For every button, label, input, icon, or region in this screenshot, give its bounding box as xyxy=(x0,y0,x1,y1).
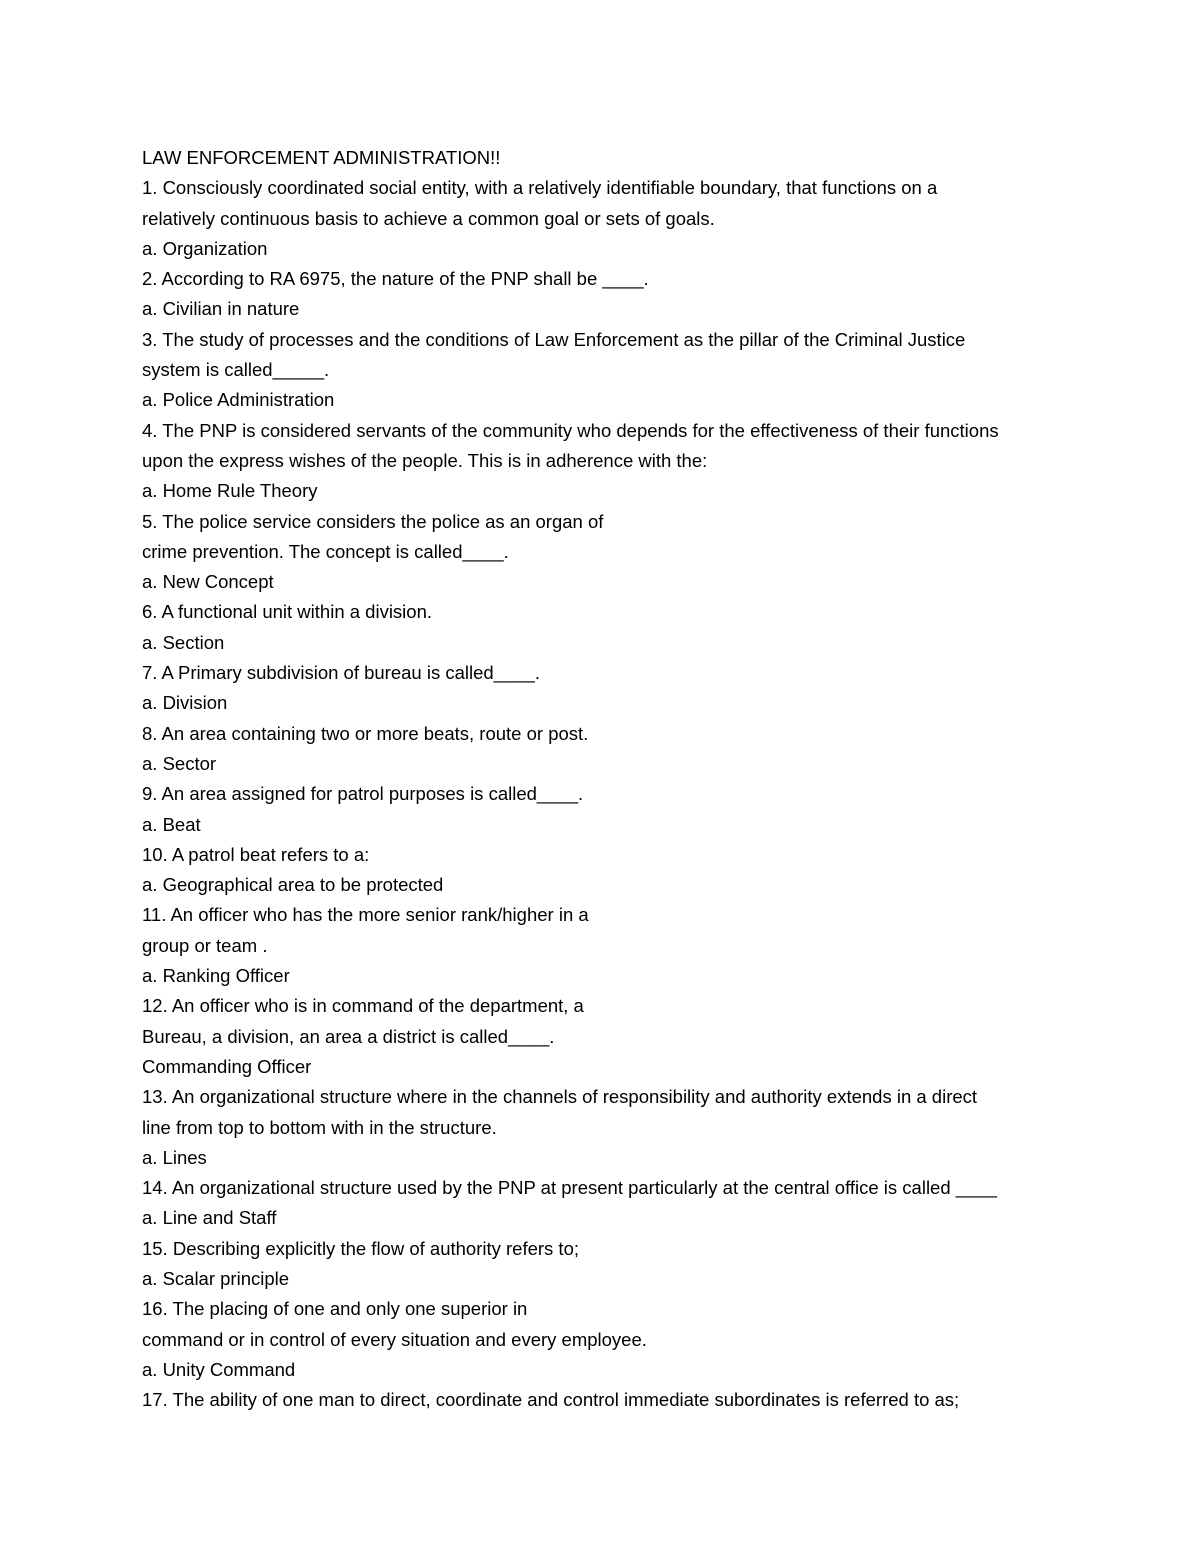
text-line: upon the express wishes of the people. This is in adherence with the: xyxy=(142,449,708,471)
question-line: 3. The study of processes and the conditions of Law Enforcement as the pillar of the Criminal Justice xyxy=(142,328,966,350)
answer-line: a. New Concept xyxy=(142,571,274,593)
question-line: 9. An area assigned for patrol purposes is called____. xyxy=(142,783,584,805)
question-line: 15. Describing explicitly the flow of authority refers to; xyxy=(142,1237,579,1259)
question-line: 14. An organizational structure used by the PNP at present particularly at the central office is called ____ xyxy=(142,1177,997,1199)
question-line: 6. A functional unit within a division. xyxy=(142,601,433,623)
answer-line: a. Section xyxy=(142,631,225,653)
question-line: 7. A Primary subdivision of bureau is called____. xyxy=(142,662,540,684)
answer-line: a. Civilian in nature xyxy=(142,298,300,320)
question-line: 4. The PNP is considered servants of the community who depends for the effectiveness of their functions xyxy=(142,419,999,441)
question-line: 11. An officer who has the more senior rank/higher in a xyxy=(142,904,589,926)
question-line: 12. An officer who is in command of the department, a xyxy=(142,995,584,1017)
text-line: crime prevention. The concept is called____. xyxy=(142,540,509,562)
answer-line: a. Organization xyxy=(142,237,268,259)
document-body xyxy=(142,143,1082,1415)
answer-line: a. Scalar principle xyxy=(142,1267,290,1289)
text-line: line from top to bottom with in the structure. xyxy=(142,1116,497,1138)
answer-line: a. Ranking Officer xyxy=(142,965,290,987)
answer-line: a. Geographical area to be protected xyxy=(142,874,444,896)
text-line: group or team . xyxy=(142,934,268,956)
answer-line: a. Unity Command xyxy=(142,1358,296,1380)
answer-line: Commanding Officer xyxy=(142,1055,312,1077)
answer-line: a. Lines xyxy=(142,1146,207,1168)
answer-line: a. Police Administration xyxy=(142,389,335,411)
text-line: Bureau, a division, an area a district is called____. xyxy=(142,1025,555,1047)
question-line: 10. A patrol beat refers to a: xyxy=(142,843,370,865)
question-line: 2. According to RA 6975, the nature of the PNP shall be ____. xyxy=(142,268,649,290)
answer-line: a. Sector xyxy=(142,752,217,774)
answer-line: a. Division xyxy=(142,692,228,714)
answer-line: a. Line and Staff xyxy=(142,1207,277,1229)
question-line: 8. An area containing two or more beats, route or post. xyxy=(142,722,589,744)
question-line: 13. An organizational structure where in the channels of responsibility and authority extends in a direct xyxy=(142,1086,978,1108)
text-line: relatively continuous basis to achieve a common goal or sets of goals. xyxy=(142,207,715,229)
text-line: command or in control of every situation and every employee. xyxy=(142,1328,647,1350)
text-line: system is called_____. xyxy=(142,359,330,381)
question-line: 17. The ability of one man to direct, coordinate and control immediate subordinates is referred to as; xyxy=(142,1389,960,1411)
text-line: 1. Consciously coordinated social entity, with a relatively identifiable boundary, that functions on a xyxy=(142,177,938,199)
question-line: 5. The police service considers the police as an organ of xyxy=(142,510,604,532)
answer-line: a. Beat xyxy=(142,813,201,835)
answer-line: a. Home Rule Theory xyxy=(142,480,318,502)
question-line: 16. The placing of one and only one superior in xyxy=(142,1298,528,1320)
document-title: LAW ENFORCEMENT ADMINISTRATION!! xyxy=(142,147,501,168)
